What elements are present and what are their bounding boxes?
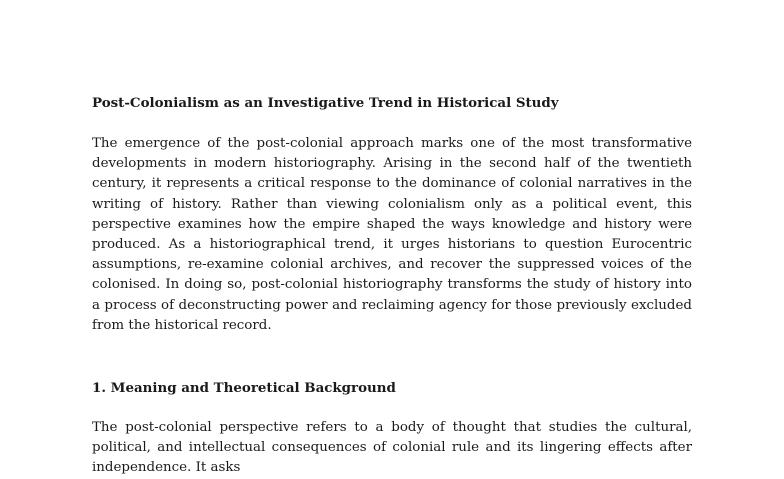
section-heading: 1. Meaning and Theoretical Background — [92, 380, 396, 397]
intro-paragraph: The emergence of the post-colonial approach marks one of the most transformative developments in modern historiography. Arising in the second half of the twentieth century, it represents a critical response to the dominance of colonial narratives in the writing of history. Rather than viewing colonialism only as a political event, this perspective examines how the empire shaped the ways knowledge and history were produced. As a historiographical trend, it urges historians to question Eurocentric assumptions, re-examine colonial archives, and recover the suppressed voices of the colonised. In doing so, post-colonial historiography transforms the study of history into a process of deconstructing power and reclaiming agency for those previously excluded from the historical record. — [92, 136, 692, 333]
document-title: Post-Colonialism as an Investigative Trend in Historical Study — [92, 95, 559, 111]
section-paragraph: The post-colonial perspective refers to a body of thought that studies the cultural, political, and intellectual consequences of colonial rule and its lingering effects after independence. It asks — [92, 420, 692, 476]
document-content — [92, 94, 692, 479]
